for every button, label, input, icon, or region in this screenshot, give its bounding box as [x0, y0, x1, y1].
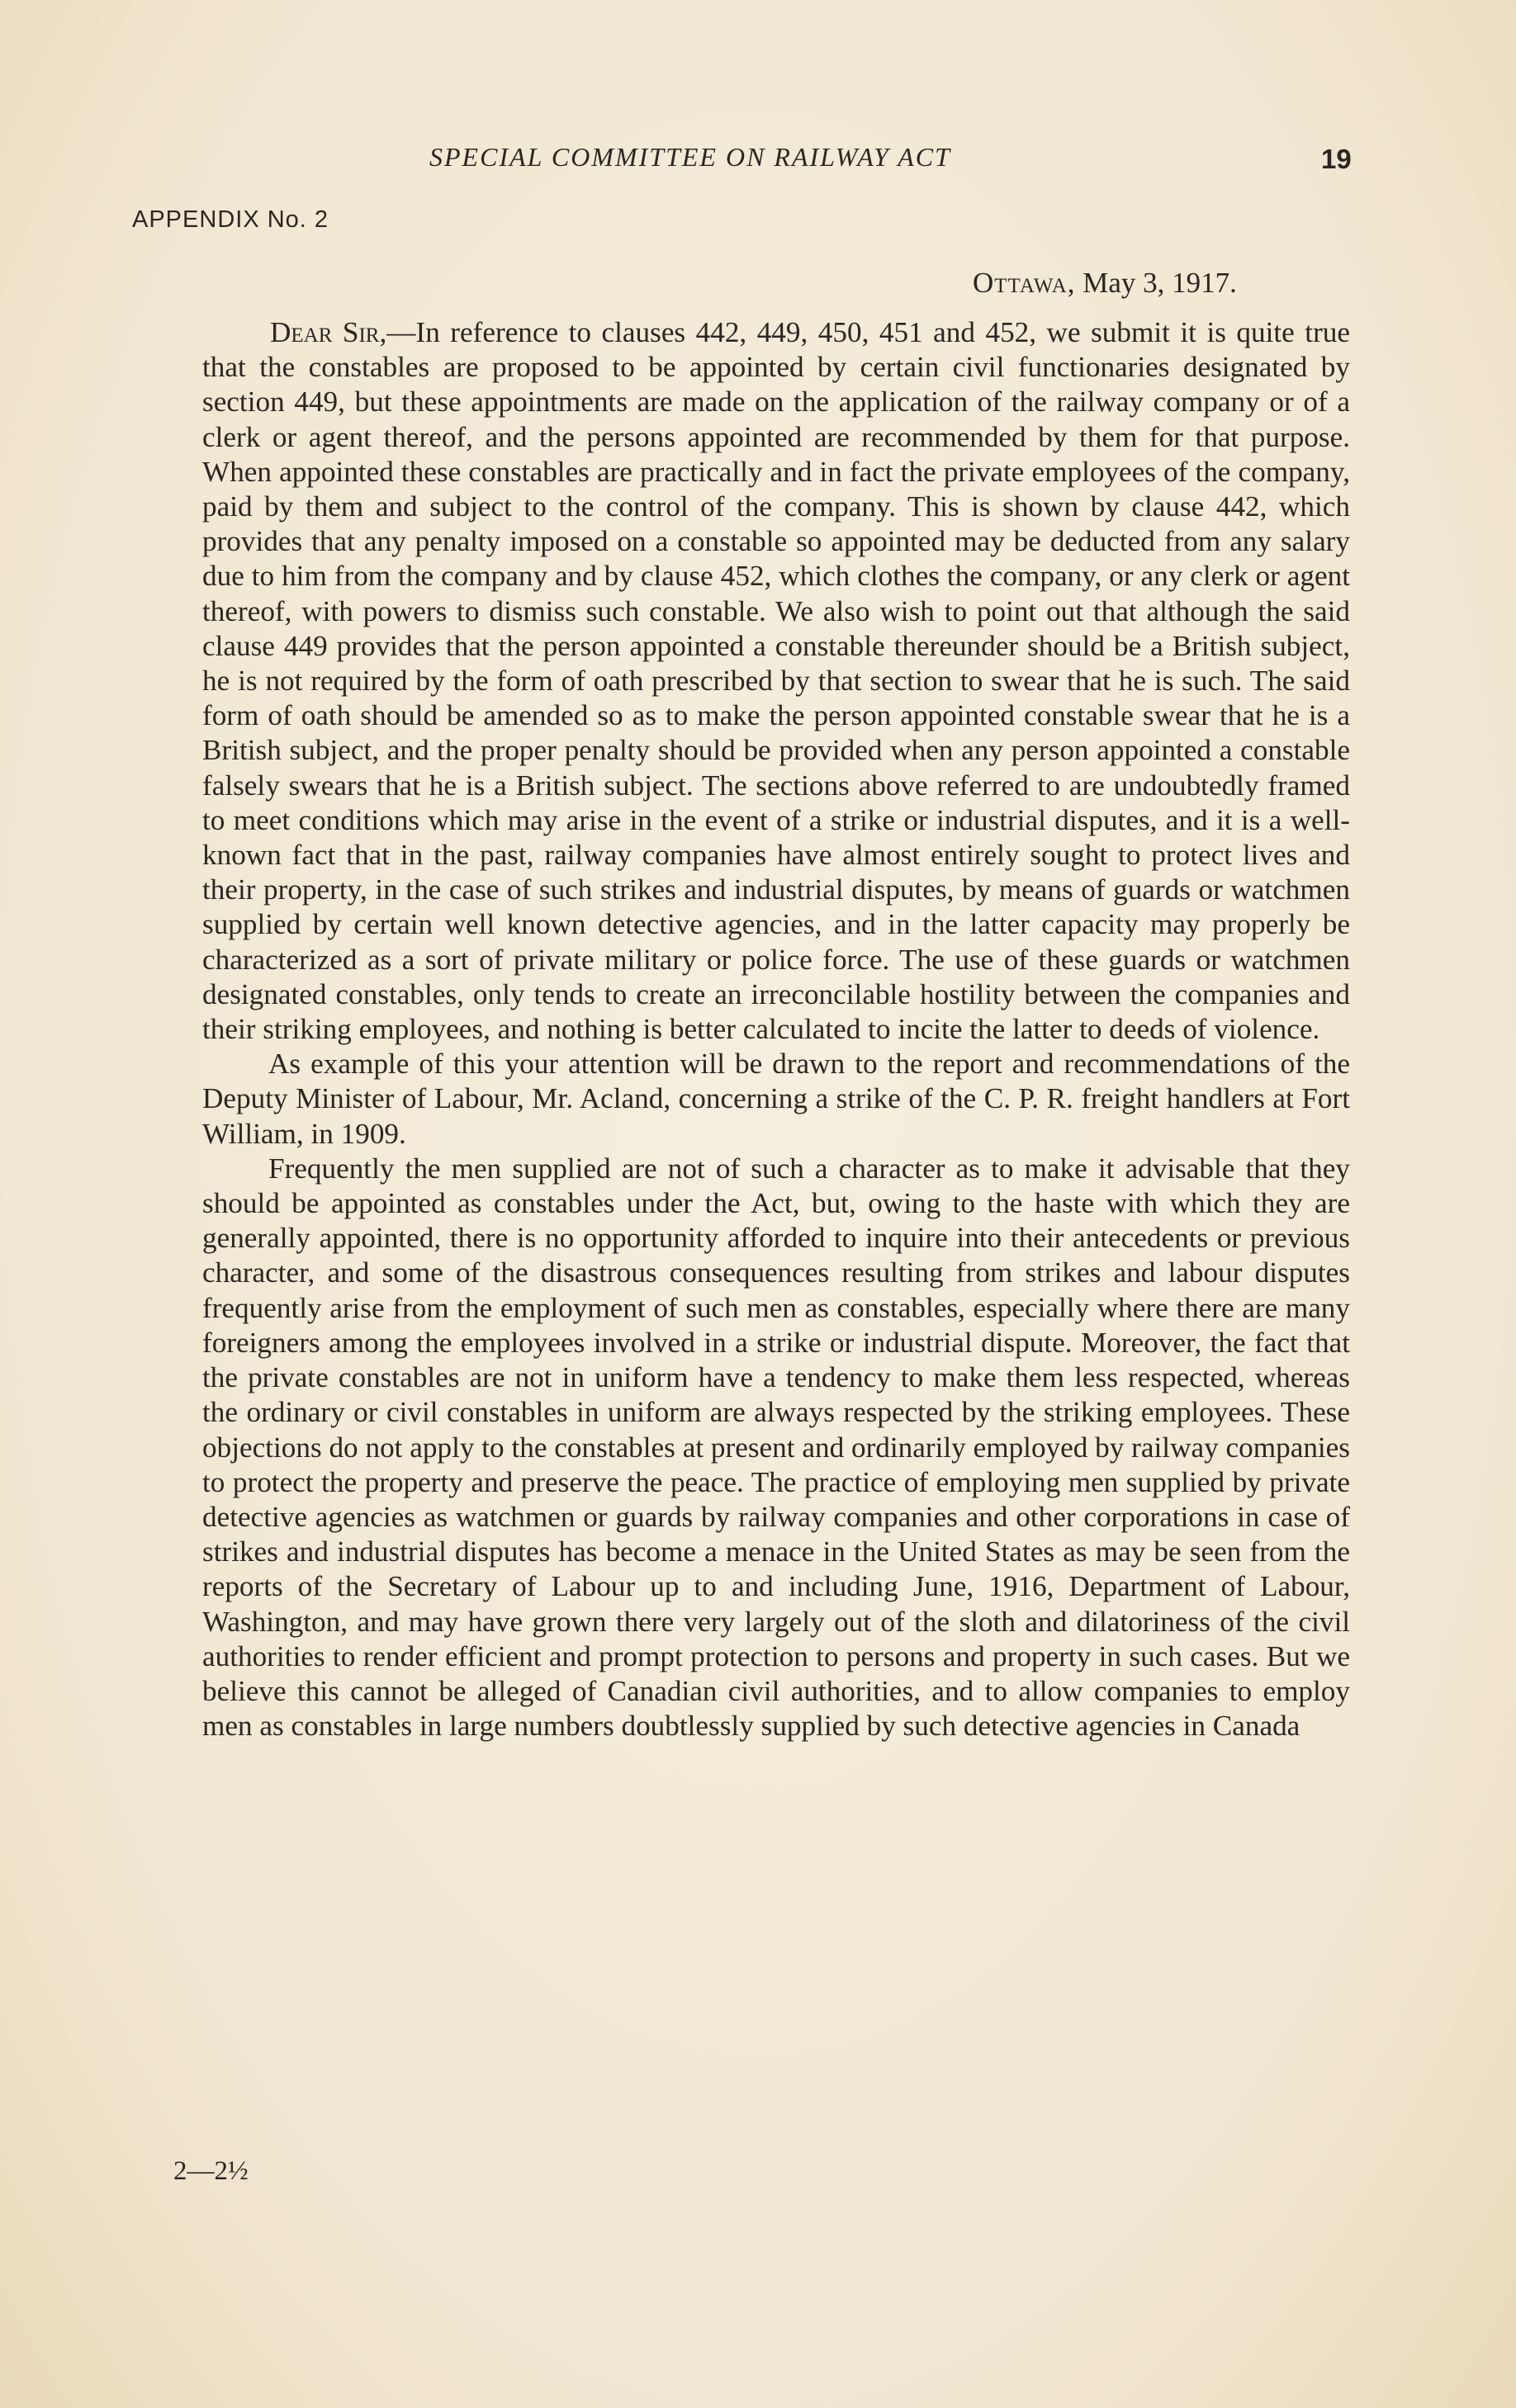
salutation: Dear Sir,: [270, 316, 387, 348]
signature-mark: 2—2½: [173, 2156, 249, 2186]
letter-body: [202, 315, 1350, 1743]
appendix-label: APPENDIX No. 2: [132, 206, 329, 233]
running-title: SPECIAL COMMITTEE ON RAILWAY ACT: [429, 142, 951, 172]
paragraph-2: As example of this your attention will be drawn to the report and recommendations of the Deputy Minister of Labour, Mr. Acland, concerning a strike of the C. P. R. freight handlers at Fort William, in 1909.: [202, 1048, 1350, 1150]
dateline-date: May 3, 1917.: [1083, 267, 1237, 299]
paragraph-1: [202, 315, 1350, 1047]
dateline: [973, 267, 1237, 300]
paragraph-1-text: —In reference to clauses 442, 449, 450, 451 and 452, we submit it is quite true that the constables are proposed to be appointed by certain civil functionaries designated by section 449, but these appointments are made on the application of the railway company or of a clerk or agent thereof, and the persons appointed are recommended by them for that purpose. When appointed these constables are practically and in fact the private employees of the company, paid by them and subject to the control of the company. This is shown by clause 442, which provides that any penalty imposed on a constable so appointed may be deducted from any salary due to him from the company and by clause 452, which clothes the company, or any clerk or agent thereof, with powers to dismiss such constable. We also wish to point out that although the said clause 449 provides that the person appointed a constable thereunder should be a British subject, he is not required by the form of oath prescribed by that section to swear that he is such. The said form of oath should be amended so as to make the person appointed constable swear that he is a British subject, and the proper penalty should be provided when any person appointed a constable falsely swears that he is a British subject. The sections above referred to are undoubtedly framed to meet conditions which may arise in the event of a strike or industrial disputes, and it is a well-known fact that in the past, railway companies have almost entirely sought to protect lives and their property, in the case of such strikes and industrial disputes, by means of guards or watchmen supplied by certain well known detective agencies, and in the latter capacity may properly be characterized as a sort of private military or police force. The use of these guards or watchmen designated constables, only tends to create an irreconcilable hostility between the companies and their striking employees, and nothing is better calculated to incite the latter to deeds of violence.: [202, 316, 1351, 1046]
dateline-place: Ottawa,: [973, 267, 1076, 299]
paragraph-3: Frequently the men supplied are not of such a character as to make it advisable that they should be appointed as constables under the Act, but, owing to the haste with which they are generally appointed, there is no opportunity afforded to inquire into their antecedents or previous character, and some of the disastrous consequences resulting from strikes and labour disputes frequently arise from the employment of such men as constables, especially where there are many foreigners among the employees involved in a strike or industrial dispute. Moreover, the fact that the private constables are not in uniform have a tendency to make them less respected, whereas the ordinary or civil constables in uniform are always respected by the striking employees. These objections do not apply to the constables at present and ordinarily employed by railway companies to protect the property and preserve the peace. The practice of employing men supplied by private detective agencies as watchmen or guards by railway companies and other corporations in case of strikes and industrial disputes has become a menace in the United States as may be seen from the reports of the Secretary of Labour up to and including June, 1916, Department of Labour, Washington, and may have grown there very largely out of the sloth and dilatoriness of the civil authorities to render efficient and prompt protection to persons and property in such cases. But we believe this cannot be alleged of Canadian civil authorities, and to allow companies to employ men as constables in large numbers doubtlessly supplied by such detective agencies in Canada: [202, 1152, 1350, 1743]
page-number: 19: [1321, 144, 1352, 174]
